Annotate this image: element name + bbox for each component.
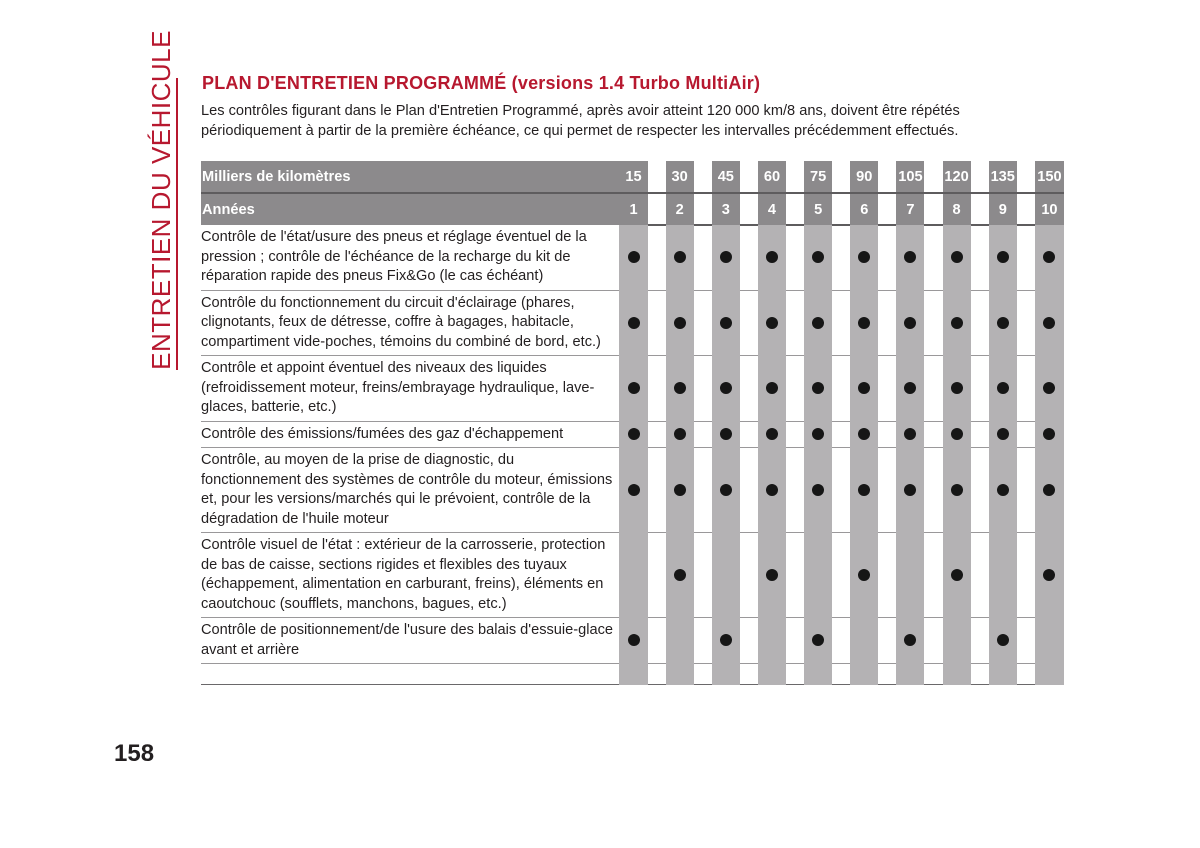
column-gap: [832, 618, 850, 664]
check-dot-icon: [720, 251, 732, 263]
table-row: [201, 533, 1064, 618]
column-gap: [740, 225, 758, 290]
interval-cell: [896, 448, 924, 533]
table-row: [201, 421, 1064, 448]
check-dot-icon: [858, 251, 870, 263]
interval-cell: [619, 290, 647, 356]
column-gap: [832, 290, 850, 356]
column-gap: [971, 161, 989, 193]
check-dot-icon: [1043, 382, 1055, 394]
interval-cell: [666, 618, 694, 664]
header-km-value: 60: [758, 161, 786, 193]
check-dot-icon: [628, 317, 640, 329]
intro-paragraph: Les contrôles figurant dans le Plan d'Entretien Programmé, après avoir atteint 120 000 km/8 ans, doivent être répétés périodiquement à partir de la première échéance, ce qui permet de respecter les intervalles précédemment effectués.: [201, 103, 960, 139]
row-description: Contrôle, au moyen de la prise de diagnostic, du fonctionnement des systèmes de contrôle du moteur, émissions et, pour les versions/marchés qui le prévoient, contrôle de la dégradation de l'huile moteur: [201, 448, 619, 533]
row-description: Contrôle de l'état/usure des pneus et réglage éventuel de la pression ; contrôle de l'échéance de la recharge du kit de réparation rapide des pneus Fix&Go (le cas échéant): [201, 225, 619, 290]
check-dot-icon: [858, 382, 870, 394]
check-dot-icon: [951, 251, 963, 263]
interval-cell: [666, 421, 694, 448]
header-km-value: 150: [1035, 161, 1064, 193]
column-gap: [694, 448, 712, 533]
interval-cell: [896, 618, 924, 664]
check-dot-icon: [951, 484, 963, 496]
header-year-value: 10: [1035, 193, 1064, 225]
check-dot-icon: [858, 428, 870, 440]
column-gap: [1017, 533, 1035, 618]
column-gap: [740, 533, 758, 618]
interval-cell: [850, 225, 878, 290]
interval-cell: [850, 448, 878, 533]
check-dot-icon: [997, 634, 1009, 646]
table-row: [201, 618, 1064, 664]
interval-cell: [804, 225, 832, 290]
check-dot-icon: [1043, 569, 1055, 581]
column-gap: [648, 421, 666, 448]
column-gap: [694, 356, 712, 422]
column-gap: [924, 664, 942, 685]
check-dot-icon: [1043, 317, 1055, 329]
column-gap: [786, 161, 804, 193]
header-year-value: 3: [712, 193, 740, 225]
check-dot-icon: [674, 251, 686, 263]
interval-cell: [989, 421, 1017, 448]
column-gap: [1017, 356, 1035, 422]
section-side-rule: [176, 78, 178, 370]
interval-cell: [943, 290, 971, 356]
column-gap: [878, 193, 896, 225]
interval-cell: [989, 290, 1017, 356]
column-gap: [740, 290, 758, 356]
check-dot-icon: [904, 317, 916, 329]
column-gap: [786, 225, 804, 290]
check-dot-icon: [674, 569, 686, 581]
column-gap: [971, 533, 989, 618]
table-row: [201, 356, 1064, 422]
column-gap: [878, 618, 896, 664]
interval-cell: [619, 225, 647, 290]
column-gap: [971, 618, 989, 664]
interval-cell: [850, 290, 878, 356]
interval-cell: [712, 448, 740, 533]
column-gap: [878, 225, 896, 290]
interval-cell: [989, 618, 1017, 664]
interval-cell: [758, 448, 786, 533]
interval-cell: [619, 356, 647, 422]
interval-cell: [666, 356, 694, 422]
column-gap: [1017, 664, 1035, 685]
interval-cell: [943, 448, 971, 533]
header-km-value: 30: [666, 161, 694, 193]
row-description: Contrôle de positionnement/de l'usure des balais d'essuie-glace avant et arrière: [201, 618, 619, 664]
header-year-value: 9: [989, 193, 1017, 225]
check-dot-icon: [951, 382, 963, 394]
column-gap: [878, 356, 896, 422]
header-years-label: Années: [201, 193, 619, 225]
interval-cell: [758, 618, 786, 664]
band-cell: [712, 664, 740, 685]
interval-cell: [943, 225, 971, 290]
column-gap: [694, 533, 712, 618]
column-gap: [694, 290, 712, 356]
column-gap: [786, 618, 804, 664]
check-dot-icon: [904, 634, 916, 646]
interval-cell: [758, 533, 786, 618]
band-empty: [201, 664, 619, 685]
check-dot-icon: [766, 382, 778, 394]
band-cell: [850, 664, 878, 685]
band-cell: [666, 664, 694, 685]
band-cell: [758, 664, 786, 685]
check-dot-icon: [904, 484, 916, 496]
header-km-value: 75: [804, 161, 832, 193]
check-dot-icon: [628, 428, 640, 440]
check-dot-icon: [628, 382, 640, 394]
column-gap: [740, 356, 758, 422]
interval-cell: [666, 225, 694, 290]
column-gap: [786, 356, 804, 422]
column-gap: [786, 533, 804, 618]
interval-cell: [619, 448, 647, 533]
interval-cell: [712, 618, 740, 664]
column-gap: [648, 225, 666, 290]
interval-cell: [943, 356, 971, 422]
check-dot-icon: [674, 382, 686, 394]
check-dot-icon: [951, 569, 963, 581]
column-gap: [878, 448, 896, 533]
check-dot-icon: [997, 484, 1009, 496]
interval-cell: [896, 290, 924, 356]
column-gap: [832, 448, 850, 533]
interval-cell: [1035, 225, 1064, 290]
column-gap: [1017, 448, 1035, 533]
column-gap: [924, 533, 942, 618]
column-gap: [832, 193, 850, 225]
column-gap: [924, 225, 942, 290]
check-dot-icon: [628, 251, 640, 263]
interval-cell: [712, 356, 740, 422]
column-gap: [694, 664, 712, 685]
column-gap: [1017, 618, 1035, 664]
column-gap: [832, 356, 850, 422]
check-dot-icon: [997, 428, 1009, 440]
interval-cell: [943, 618, 971, 664]
column-gap: [971, 225, 989, 290]
interval-cell: [989, 225, 1017, 290]
interval-cell: [758, 356, 786, 422]
table-row: [201, 225, 1064, 290]
maintenance-schedule-table: [201, 161, 1064, 685]
column-gap: [786, 421, 804, 448]
interval-cell: [1035, 618, 1064, 664]
column-gap: [971, 421, 989, 448]
header-row-km: [201, 161, 1064, 193]
row-description: Contrôle des émissions/fumées des gaz d'échappement: [201, 421, 619, 448]
interval-cell: [1035, 356, 1064, 422]
check-dot-icon: [720, 382, 732, 394]
interval-cell: [896, 225, 924, 290]
interval-cell: [850, 618, 878, 664]
interval-cell: [804, 356, 832, 422]
interval-cell: [850, 421, 878, 448]
header-row-years: [201, 193, 1064, 225]
column-gap: [648, 618, 666, 664]
check-dot-icon: [812, 428, 824, 440]
check-dot-icon: [997, 317, 1009, 329]
check-dot-icon: [766, 251, 778, 263]
interval-cell: [758, 225, 786, 290]
interval-cell: [712, 533, 740, 618]
check-dot-icon: [628, 634, 640, 646]
check-dot-icon: [858, 569, 870, 581]
row-description: Contrôle du fonctionnement du circuit d'éclairage (phares, clignotants, feux de détresse, coffre à bagages, habitacle, compartiment vide-poches, témoins du combiné de bord, etc.): [201, 290, 619, 356]
band-cell: [989, 664, 1017, 685]
check-dot-icon: [812, 317, 824, 329]
column-gap: [1017, 225, 1035, 290]
column-gap: [694, 225, 712, 290]
interval-cell: [943, 421, 971, 448]
section-side-title-text: ENTRETIEN DU VÉHICULE: [146, 30, 176, 370]
header-km-value: 120: [943, 161, 971, 193]
column-gap: [971, 664, 989, 685]
column-gap: [648, 161, 666, 193]
interval-cell: [712, 225, 740, 290]
header-km-value: 90: [850, 161, 878, 193]
row-description: Contrôle et appoint éventuel des niveaux des liquides (refroidissement moteur, freins/embrayage hydraulique, lave-glaces, batterie, etc.): [201, 356, 619, 422]
column-gap: [878, 161, 896, 193]
column-gap: [971, 193, 989, 225]
page-number: 158: [114, 740, 155, 767]
header-year-value: 1: [619, 193, 647, 225]
check-dot-icon: [766, 484, 778, 496]
check-dot-icon: [1043, 484, 1055, 496]
header-km-label: Milliers de kilomètres: [201, 161, 619, 193]
column-gap: [786, 290, 804, 356]
check-dot-icon: [628, 484, 640, 496]
interval-cell: [619, 618, 647, 664]
column-gap: [924, 161, 942, 193]
interval-cell: [758, 421, 786, 448]
column-gap: [832, 664, 850, 685]
interval-cell: [896, 356, 924, 422]
header-year-value: 7: [896, 193, 924, 225]
interval-cell: [804, 618, 832, 664]
column-gap: [1017, 421, 1035, 448]
table-row: [201, 448, 1064, 533]
interval-cell: [804, 421, 832, 448]
header-year-value: 6: [850, 193, 878, 225]
check-dot-icon: [858, 317, 870, 329]
check-dot-icon: [951, 317, 963, 329]
column-gap: [694, 421, 712, 448]
column-gap: [648, 533, 666, 618]
check-dot-icon: [1043, 251, 1055, 263]
band-cell: [1035, 664, 1064, 685]
column-gap: [924, 193, 942, 225]
header-km-value: 45: [712, 161, 740, 193]
interval-cell: [804, 448, 832, 533]
column-gap: [832, 225, 850, 290]
check-dot-icon: [812, 634, 824, 646]
table-bottom-band: [201, 664, 1064, 685]
column-gap: [694, 618, 712, 664]
column-gap: [1017, 161, 1035, 193]
check-dot-icon: [904, 428, 916, 440]
column-gap: [924, 356, 942, 422]
interval-cell: [666, 290, 694, 356]
header-year-value: 5: [804, 193, 832, 225]
column-gap: [786, 664, 804, 685]
column-gap: [786, 448, 804, 533]
band-cell: [619, 664, 647, 685]
check-dot-icon: [720, 634, 732, 646]
column-gap: [740, 448, 758, 533]
column-gap: [924, 421, 942, 448]
interval-cell: [989, 448, 1017, 533]
column-gap: [924, 618, 942, 664]
column-gap: [971, 356, 989, 422]
column-gap: [786, 193, 804, 225]
column-gap: [971, 290, 989, 356]
check-dot-icon: [766, 569, 778, 581]
check-dot-icon: [674, 484, 686, 496]
column-gap: [648, 356, 666, 422]
column-gap: [648, 290, 666, 356]
interval-cell: [989, 533, 1017, 618]
column-gap: [878, 664, 896, 685]
check-dot-icon: [674, 317, 686, 329]
column-gap: [832, 533, 850, 618]
check-dot-icon: [904, 382, 916, 394]
column-gap: [971, 448, 989, 533]
column-gap: [924, 290, 942, 356]
check-dot-icon: [812, 382, 824, 394]
header-year-value: 8: [943, 193, 971, 225]
column-gap: [694, 193, 712, 225]
band-cell: [896, 664, 924, 685]
interval-cell: [619, 533, 647, 618]
column-gap: [740, 618, 758, 664]
interval-cell: [804, 533, 832, 618]
band-cell: [943, 664, 971, 685]
column-gap: [878, 290, 896, 356]
interval-cell: [850, 533, 878, 618]
interval-cell: [1035, 421, 1064, 448]
interval-cell: [804, 290, 832, 356]
check-dot-icon: [766, 428, 778, 440]
check-dot-icon: [951, 428, 963, 440]
interval-cell: [896, 421, 924, 448]
column-gap: [924, 448, 942, 533]
column-gap: [740, 161, 758, 193]
column-gap: [878, 421, 896, 448]
column-gap: [832, 161, 850, 193]
check-dot-icon: [720, 484, 732, 496]
table-row: [201, 290, 1064, 356]
check-dot-icon: [674, 428, 686, 440]
interval-cell: [1035, 533, 1064, 618]
interval-cell: [666, 448, 694, 533]
interval-cell: [989, 356, 1017, 422]
interval-cell: [666, 533, 694, 618]
row-description: Contrôle visuel de l'état : extérieur de la carrosserie, protection de bas de caisse, sections rigides et flexibles des tuyaux (échappement, alimentation en carburant, freins), éléments en caoutchouc (soufflets, manchons, bagues, etc.): [201, 533, 619, 618]
column-gap: [1017, 193, 1035, 225]
page-heading: PLAN D'ENTRETIEN PROGRAMMÉ (versions 1.4 Turbo MultiAir): [202, 73, 761, 93]
check-dot-icon: [812, 484, 824, 496]
column-gap: [878, 533, 896, 618]
check-dot-icon: [766, 317, 778, 329]
check-dot-icon: [904, 251, 916, 263]
check-dot-icon: [858, 484, 870, 496]
interval-cell: [758, 290, 786, 356]
check-dot-icon: [720, 317, 732, 329]
interval-cell: [619, 421, 647, 448]
header-year-value: 2: [666, 193, 694, 225]
column-gap: [1017, 290, 1035, 356]
column-gap: [740, 664, 758, 685]
interval-cell: [712, 290, 740, 356]
check-dot-icon: [1043, 428, 1055, 440]
check-dot-icon: [812, 251, 824, 263]
interval-cell: [850, 356, 878, 422]
column-gap: [648, 664, 666, 685]
header-year-value: 4: [758, 193, 786, 225]
interval-cell: [712, 421, 740, 448]
header-km-value: 135: [989, 161, 1017, 193]
band-cell: [804, 664, 832, 685]
check-dot-icon: [720, 428, 732, 440]
check-dot-icon: [997, 251, 1009, 263]
header-km-value: 15: [619, 161, 647, 193]
check-dot-icon: [997, 382, 1009, 394]
column-gap: [648, 448, 666, 533]
interval-cell: [943, 533, 971, 618]
column-gap: [740, 193, 758, 225]
column-gap: [740, 421, 758, 448]
interval-cell: [1035, 448, 1064, 533]
column-gap: [648, 193, 666, 225]
interval-cell: [896, 533, 924, 618]
header-km-value: 105: [896, 161, 924, 193]
interval-cell: [1035, 290, 1064, 356]
column-gap: [832, 421, 850, 448]
column-gap: [694, 161, 712, 193]
